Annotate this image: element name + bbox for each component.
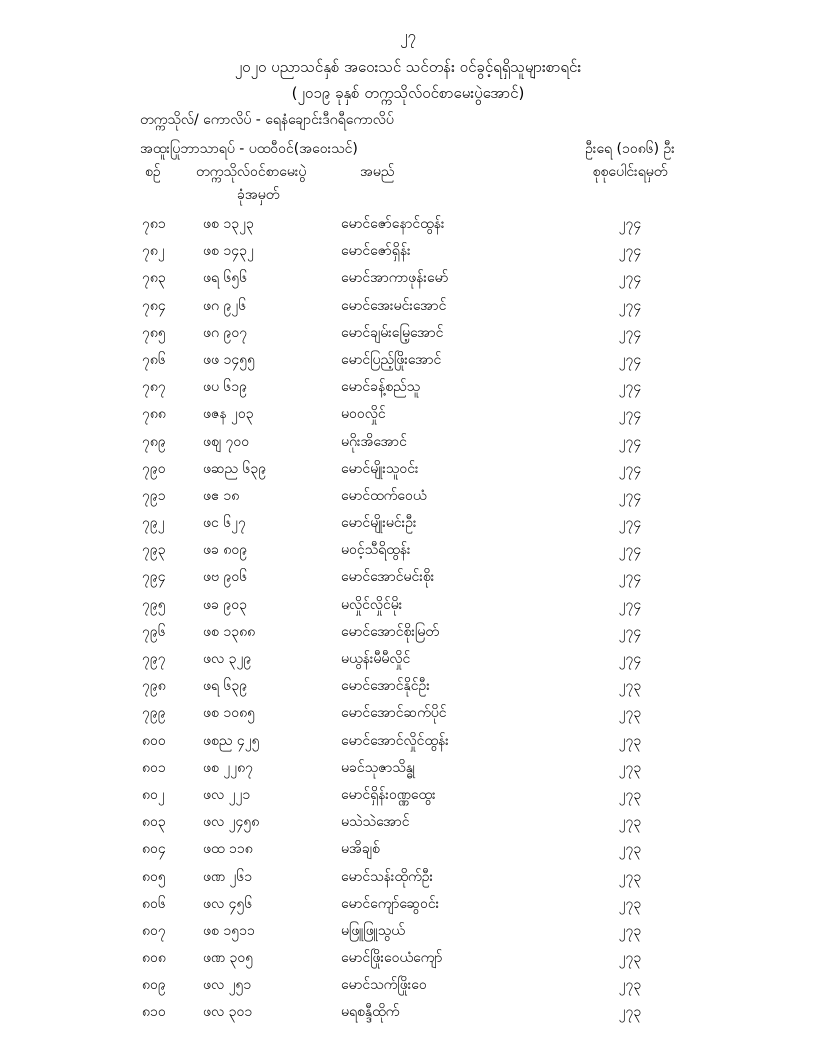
student-name-cell: မအိချစ် [341, 841, 380, 858]
serial-no-cell: ၇၈၃ [142, 270, 166, 287]
total-marks-cell: ၂၇၄ [618, 243, 642, 260]
student-name-cell: မောင်အောင်စိုးမြတ် [341, 623, 439, 640]
student-name-cell: မောင်သန်းထိုက်ဦး [341, 868, 434, 885]
serial-no-cell: ၇၉၁ [142, 487, 166, 504]
total-marks-cell: ၂၇၃ [618, 922, 642, 939]
table-row [0, 758, 816, 785]
total-marks-cell: ၂၇၃ [618, 786, 642, 803]
student-name-cell: မောင်ကျော်ဆွေဝင်း [341, 895, 440, 912]
serial-no-cell: ၈၀၃ [142, 814, 166, 831]
student-name-cell: မောင်အာကာဖုန်းမော် [341, 270, 449, 287]
total-marks-cell: ၂၇၄ [618, 596, 642, 613]
roll-no-cell: ဖစ ၁၃၂၃ [203, 216, 254, 232]
table-row [0, 894, 816, 921]
roll-no-cell: ဖဏ ၃၀၅ [203, 950, 254, 967]
roll-no-cell: ဖဂ ၉၀၇ [203, 324, 248, 341]
serial-no-cell: ၇၈၆ [142, 351, 166, 368]
table-row [0, 432, 816, 459]
serial-no-cell: ၇၉၄ [142, 569, 166, 586]
roll-no-cell: ဖစ ၁၀၈၅ [203, 705, 255, 722]
serial-no-cell: ၈၀၅ [142, 868, 166, 885]
header-serial-no: စဉ် [145, 164, 161, 180]
student-name-cell: မဖြူဖြူသွယ် [341, 922, 405, 939]
table-row [0, 622, 816, 649]
serial-no-cell: ၈၀၄ [142, 841, 166, 858]
student-name-cell: မောင်ပြည့်ဖြိုးအောင် [341, 351, 442, 368]
total-marks-cell: ၂၇၃ [618, 705, 642, 722]
table-row [0, 377, 816, 404]
roll-no-cell: ဖစ ၂၂၈၇ [203, 759, 253, 776]
roll-no-cell: ဖစည ၄၂၅ [203, 732, 260, 749]
total-marks-cell: ၂၇၃ [618, 814, 642, 831]
roll-no-cell: ဖင ၆၂၇ [203, 515, 246, 532]
total-marks-cell: ၂၇၃ [618, 732, 642, 749]
student-name-cell: မောင်ဖြိုးဝေယံကျော် [341, 950, 443, 967]
total-marks-cell: ၂၇၄ [618, 216, 642, 232]
roll-no-cell: ဖစ ၁၅၁၁ [203, 922, 255, 939]
serial-no-cell: ၇၉၇ [142, 651, 166, 667]
total-marks-cell: ၂၇၄ [618, 324, 642, 341]
serial-no-cell: ၈၀၉ [142, 977, 166, 994]
roll-no-cell: ဖဏ ၂၆၁ [203, 868, 253, 885]
roll-no-cell: ဖလ ၄၅၆ [203, 895, 253, 912]
roll-no-cell: ဖထ ၁၁၈ [203, 841, 253, 858]
table-row [0, 785, 816, 812]
total-marks-cell: ၂၇၃ [618, 868, 642, 885]
student-name-cell: မောင်ဇော်ရှိန်း [341, 243, 411, 260]
total-marks-cell: ၂၇၃ [618, 678, 642, 695]
total-marks-cell: ၂၇၄ [618, 379, 642, 396]
serial-no-cell: ၇၉၀ [142, 460, 166, 477]
student-name-cell: မဝဝလှိုင် [341, 406, 386, 423]
student-name-cell: မရစန္ဒီထိုက် [341, 1004, 400, 1021]
subject-line: အထူးပြုဘာသာရပ် - ပထဝီဝင်(အဝေးသင်) [140, 141, 358, 157]
serial-no-cell: ၇၉၆ [142, 623, 166, 640]
total-marks-cell: ၂၇၄ [618, 487, 642, 504]
list-title: ၂၀၂၀ ပညာသင်နှစ် အဝေးသင် သင်တန်း ဝင်ခွင့်ရရှိသူများစာရင်း [234, 58, 582, 76]
total-marks-cell: ၂၇၄ [618, 515, 642, 532]
roll-no-cell: ဖရ ၆၅၆ [203, 270, 248, 287]
serial-no-cell: ၇၈၉ [142, 433, 166, 450]
header-roll-no: တက္ကသိုလ်ဝင်စာမေးပွဲ [196, 164, 307, 180]
table-row [0, 513, 816, 540]
page-number: ၂၇ [400, 27, 416, 45]
student-name-cell: မောင်မျိုးသူဝင်း [341, 460, 419, 477]
total-marks-cell: ၂၇၄ [618, 406, 642, 423]
serial-no-cell: ၈၀၇ [142, 922, 166, 939]
table-row [0, 812, 816, 839]
roll-no-cell: ဖစ ၁၃၈၈ [203, 623, 256, 640]
serial-no-cell: ၇၈၈ [142, 406, 166, 423]
serial-no-cell: ၇၈၅ [142, 324, 166, 341]
university-line: တက္ကသိုလ်/ ကောလိပ် - ရေနံချောင်းဒီဂရီကောလိပ် [140, 112, 394, 128]
roll-no-cell: ဖဂ ၉၂၆ [203, 297, 247, 314]
header-name: အမည် [360, 164, 395, 180]
table-row [0, 459, 816, 486]
total-marks-cell: ၂၇၃ [618, 950, 642, 967]
serial-no-cell: ၇၈၇ [142, 379, 166, 396]
table-row [0, 296, 816, 323]
student-name-cell: မောင်အောင်လှိုင်ထွန်း [341, 732, 449, 749]
student-name-cell: မောင်သက်ဖြိုးဝေ [341, 977, 427, 994]
table-row [0, 839, 816, 866]
total-marks-cell: ၂၇၄ [618, 542, 642, 559]
table-row [0, 703, 816, 730]
roll-no-cell: ဖဆည ၆၃၉ [203, 460, 267, 477]
student-name-cell: မယွန်းမီမီလှိုင် [341, 651, 411, 667]
serial-no-cell: ၈၀၀ [142, 732, 166, 749]
roll-no-cell: ဖပ ၆၁၉ [203, 379, 248, 396]
roll-no-cell: ဖခ ၉၀၃ [203, 596, 247, 613]
student-name-cell: မသဲသဲအောင် [341, 814, 410, 831]
header-total-marks: စုစုပေါင်းရမှတ် [592, 164, 668, 180]
total-marks-cell: ၂၇၃ [618, 895, 642, 912]
student-name-cell: မောင်ဇော်နောင်ထွန်း [341, 216, 445, 232]
roll-no-cell: ဖစျ ၇၀၀ [203, 433, 250, 450]
roll-no-cell: ဖဇန ၂၀၃ [203, 406, 254, 423]
serial-no-cell: ၇၈၄ [142, 297, 166, 314]
serial-no-cell: ၈၁၀ [142, 1004, 166, 1021]
roll-no-cell: ဖလ ၂၂၁ [203, 786, 251, 803]
table-row [0, 731, 816, 758]
table-row [0, 975, 816, 1002]
student-name-cell: မဂိုးအိအောင် [341, 433, 407, 450]
table-row [0, 948, 816, 975]
roll-no-cell: ဖဗ ၉၀၆ [203, 569, 248, 586]
serial-no-cell: ၇၈၂ [142, 243, 165, 260]
table-row [0, 649, 816, 676]
table-row [0, 404, 816, 431]
total-marks-cell: ၂၇၄ [618, 270, 642, 287]
student-name-cell: မောင်မျိုးမင်းဦး [341, 515, 417, 532]
roll-no-cell: ဖခ ၈၀၉ [203, 542, 248, 559]
roll-no-cell: ဖဖ ၁၄၅၅ [203, 351, 255, 368]
total-marks-cell: ၂၇၃ [618, 759, 642, 776]
table-row [0, 350, 816, 377]
roll-no-cell: ဖလ ၃၂၉ [203, 651, 252, 667]
total-marks-cell: ၂၇၄ [618, 433, 642, 450]
serial-no-cell: ၇၉၅ [142, 596, 166, 613]
serial-no-cell: ၇၉၂ [142, 515, 165, 532]
total-marks-cell: ၂၇၄ [618, 297, 642, 314]
header-roll-no-line2: ခုံအမှတ် [237, 187, 280, 203]
table-row [0, 323, 816, 350]
student-name-cell: မောင်အောင်မင်းစိုး [341, 569, 435, 586]
table-row [0, 676, 816, 703]
serial-no-cell: ၈၀၂ [142, 786, 165, 803]
roll-no-cell: ဖစ ၁၄၃၂ [203, 243, 254, 260]
total-marks-cell: ၂၇၄ [618, 651, 642, 667]
total-marks-cell: ၂၇၃ [618, 977, 642, 994]
table-row [0, 567, 816, 594]
roll-no-cell: ဖလ ၂၅၁ [203, 977, 252, 994]
table-row [0, 540, 816, 567]
roll-no-cell: ဖဧ ၁၈ [203, 487, 240, 504]
serial-no-cell: ၈၀၁ [142, 759, 166, 776]
roll-no-cell: ဖရ ၆၃၉ [203, 678, 248, 695]
total-count: ဦးရေ (၁၀၈၆) ဦး [585, 141, 675, 157]
roll-no-cell: ဖလ ၃၀၁ [203, 1004, 253, 1021]
student-name-cell: မလှိုင်လှိုင်မိုး [341, 596, 403, 613]
table-row [0, 921, 816, 948]
student-name-cell: မောင်ချမ်းမြေ့အောင် [341, 324, 444, 341]
table-row [0, 486, 816, 513]
table-row [0, 1002, 816, 1029]
serial-no-cell: ၈၀၈ [142, 950, 166, 967]
total-marks-cell: ၂၇၃ [618, 841, 642, 858]
serial-no-cell: ၇၉၈ [142, 678, 166, 695]
student-name-cell: မောင်ခန့်စည်သူ [341, 379, 421, 396]
results-list [0, 214, 816, 1030]
total-marks-cell: ၂၇၄ [618, 623, 642, 640]
total-marks-cell: ၂၇၄ [618, 569, 642, 586]
student-name-cell: မဝင့်သီရိထွန်း [341, 542, 411, 559]
table-row [0, 867, 816, 894]
student-name-cell: မောင်အောင်ဆက်ပိုင် [341, 705, 447, 722]
list-subtitle: (၂၀၁၉ ခုနှစ် တက္ကသိုလ်ဝင်စာမေးပွဲအောင်) [291, 84, 525, 102]
table-row [0, 595, 816, 622]
table-row [0, 241, 816, 268]
total-marks-cell: ၂၇၄ [618, 351, 642, 368]
serial-no-cell: ၇၉၃ [142, 542, 166, 559]
serial-no-cell: ၇၈၁ [142, 216, 166, 232]
student-name-cell: မောင်အေးမင်းအောင် [341, 297, 447, 314]
student-name-cell: မောင်အောင်နိုင်ဦး [341, 678, 430, 695]
serial-no-cell: ၇၉၉ [142, 705, 166, 722]
student-name-cell: မခင်သုဇာသိန္ဓု [341, 759, 416, 776]
roll-no-cell: ဖလ ၂၄၅၈ [203, 814, 260, 831]
total-marks-cell: ၂၇၄ [618, 460, 642, 477]
serial-no-cell: ၈၀၆ [142, 895, 166, 912]
student-name-cell: မောင်ရှိန်းဝဏ္ဏထွေး [341, 786, 436, 803]
total-marks-cell: ၂၇၃ [618, 1004, 642, 1021]
table-row [0, 214, 816, 241]
student-name-cell: မောင်ထက်ဝေယံ [341, 487, 427, 504]
table-row [0, 268, 816, 295]
